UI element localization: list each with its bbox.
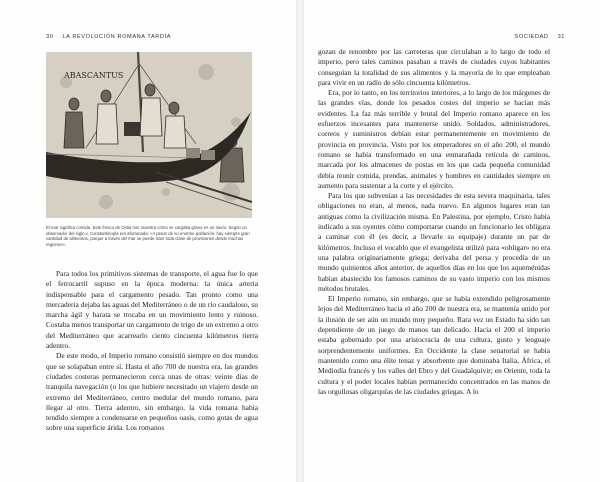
left-page-number: 30: [46, 34, 54, 40]
right-page-number: 31: [557, 34, 565, 40]
left-paragraph: Para todos los primitivos sistemas de transporte, el agua fue lo que el ferrocarril supuso en la época moderna: la única arteria indispensable para el cargamento pesado. Tan pronto como una mercadería dejaba las aguas del Mediterráneo o de un río caudaloso, su marcha ágil y barata se trocaba en un movimiento lento y ruinoso. Costaba menos transportar un cargamento de trigo de un extremo a otro del Mediterráneo que acarrearlo ciento cincuenta kilómetros tierra adentro.: [46, 269, 258, 351]
figure-caption: El mar significa comida. Este fresco de Ostia nos muestra cómo se cargaba grano en un navío. Según un observador del siglo v, Constantinopla era afortunada: «A pesar de su enorme población, hay siempre gran cantidad de alimentos, porque a través del mar se puede traer toda clase de provisiones desde muchas regiones».: [46, 225, 250, 247]
fresco-image: [46, 52, 252, 218]
left-body-text: [46, 269, 258, 434]
book-gutter: [296, 0, 304, 482]
left-page: [0, 0, 296, 482]
right-body-text: [318, 47, 550, 397]
right-running-title: SOCIEDAD: [514, 34, 549, 40]
left-running-head: [46, 34, 171, 40]
right-paragraph: gozan de renombre por las carreteras que circulaban a lo largo de todo el imperio, pero tales caminos pasaban a través de ciudades cuyos habitantes conseguían la totalidad de sus alimentos y la mayoría de lo que empleaban para vivir en un radio de sólo cincuenta kilómetros.: [318, 47, 550, 87]
right-paragraph: Para los que subvenían a las necesidades de esta severa maquinaria, tales obligaciones no eran, al menos, nada nuevo. En algunos lugares eran tan antiguas como la civilización misma. En Palestina, por ejemplo, Cristo había indicado a sus oyentes cómo comportarse cuando un funcionario les obligara a caminar con él (es decir, a llevarle su equipaje) durante un par de kilómetros. Incluso el vocablo que el evangelista utilizó para «obligar» no era una palabra originariamente griega; derivaba del persa y procedía de un mundo quinientos años anterior, de aquellos días en los que los aqueménidas habían abastecido los famosos caminos de su vasto imperio con los mismos métodos brutales.: [318, 191, 550, 293]
right-running-head: [515, 34, 565, 40]
left-paragraph: De este modo, el Imperio romano consistió siempre en dos mundos que se solapaban entre sí. Hasta el año 700 de nuestra era, las grandes ciudades costeras permanecieron cerca unas de otras: veinte días de tranquila navegación (o los que hubiere necesitado un viajero desde un extremo del Mediterráneo, centro medular del mundo romano, para llegar al otro. Tierra adentro, sin embargo, la vida romana había tendido siempre a condensarse en pequeños oasis, como gotas de agua sobre una superficie árida. Los romanos: [46, 351, 258, 433]
right-paragraph: El Imperio romano, sin embargo, que se había extendido peligrosamente lejos del Mediterráneo hacia el año 200 de nuestra era, se mantenía unido por la ilusión de ser aún un mundo muy pequeño. Rara vez un Estado ha sido tan dependiente de un juego de manos tan delicado. Hacia el 200 el imperio estaba gobernado por una aristocracia de una cultura, gusto y lenguaje sorprendentemente uniformes. En Occidente la clase senatorial se había mantenido como una élite tenaz y absorbente que dominaba Italia, África, el Mediodía francés y los valles del Ebro y del Guadalquivir; en Oriente, toda la cultura y el poder locales habían permanecido concentrados en las manos de las orgullosas oligarquías de las ciudades griegas. A lo: [318, 294, 550, 396]
right-paragraph: Era, por lo tanto, en los territorios interiores, a lo largo de los márgenes de las grandes vías, donde los pesados costes del imperio se hacían más evidentes. La faz más terrible y brutal del Imperio romano aparece en los esfuerzos incesantes para mantenerse unido. Soldados, administradores, correos y suministros debían estar permanentemente en movimiento de provincia en provincia. Visto por los emperadores en el año 200, el mundo romano se había transformado en una enmarañada retícula de caminos, marcada por los almacenes de postas en los que cada pequeña comunidad debía reunir comida, prendas, animales y hombres en cantidades siempre en aumento para sustentar a la corte y el ejército.: [318, 88, 550, 190]
ostia-fresco-illustration: [46, 52, 252, 218]
right-page: [304, 0, 600, 482]
left-running-title: LA REVOLUCIÓN ROMANA TARDÍA: [62, 34, 172, 40]
fresco-inscription: ABASCANTUS: [64, 71, 124, 80]
